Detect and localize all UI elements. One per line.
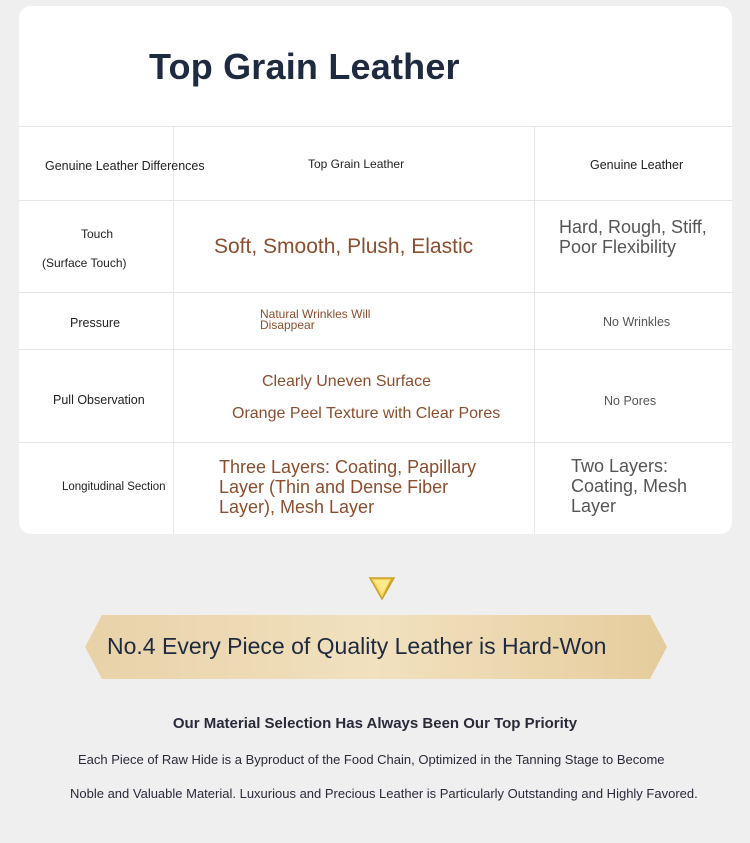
touch-top-grain: Soft, Smooth, Plush, Elastic (214, 235, 474, 258)
description-line1: Each Piece of Raw Hide is a Byproduct of the Food Chain, Optimized in the Tanning Stage to Become (78, 752, 665, 767)
pressure-top-grain: Natural Wrinkles Will Disappear (260, 307, 371, 332)
table-column-divider (173, 126, 174, 534)
table-divider (19, 349, 732, 350)
pull-genuine: No Pores (604, 394, 657, 408)
row-label-touch-sub: (Surface Touch) (42, 256, 127, 270)
table-header-top-grain: Top Grain Leather (308, 157, 405, 171)
page-title: Top Grain Leather (149, 46, 460, 87)
table-header-label: Genuine Leather Differences (45, 159, 205, 173)
comparison-card (19, 6, 732, 534)
pull-top-grain-line1: Clearly Uneven Surface (262, 373, 431, 390)
row-label-touch: Touch (81, 227, 114, 241)
row-label-section: Longitudinal Section (62, 481, 166, 493)
table-divider (19, 442, 732, 443)
table-divider (19, 126, 732, 127)
description-line2: Noble and Valuable Material. Luxurious and Precious Leather is Particularly Outstanding and Highly Favored. (70, 786, 698, 801)
gold-triangle-gem-icon (368, 575, 396, 601)
pull-top-grain-line2: Orange Peel Texture with Clear Pores (232, 405, 501, 422)
pressure-genuine: No Wrinkles (603, 315, 671, 329)
row-label-pressure: Pressure (70, 316, 121, 330)
row-label-pull: Pull Observation (53, 393, 145, 407)
touch-genuine: Hard, Rough, Stiff, Poor Flexibility (559, 217, 707, 257)
table-divider (19, 292, 732, 293)
section-subtitle: Our Material Selection Has Always Been Our Top Priority (172, 715, 578, 732)
section-top-grain: Three Layers: Coating, Papillary Layer (Thin and Dense Fiber Layer), Mesh Layer (219, 457, 477, 517)
table-column-divider (534, 126, 535, 534)
banner-title: No.4 Every Piece of Quality Leather is Hard-Won (107, 633, 607, 659)
table-header-genuine: Genuine Leather (590, 158, 684, 172)
table-divider (19, 200, 732, 201)
section-genuine: Two Layers: Coating, Mesh Layer (571, 456, 688, 516)
